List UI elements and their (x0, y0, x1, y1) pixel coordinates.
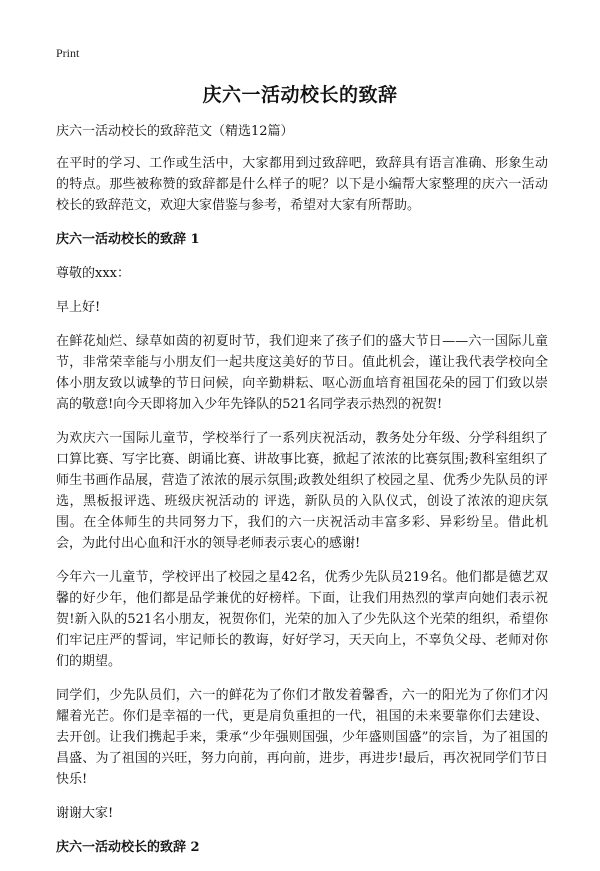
print-label: Print (56, 46, 80, 60)
speech-paragraph-3: 今年六一儿童节，学校评出了校园之星42名，优秀少先队员219名。他们都是德艺双馨的好少年，他们都是品学兼优的好榜样。下面，让我们用热烈的掌声向她们表示祝贺!新入队的521名小朋友，祝贺你们，光荣的加入了少先队这个光荣的组织，希望你们牢记庄严的誓词，牢记师长的教诲，好好学习，天天向上，不辜负父母、老师对你们的期望。 (56, 570, 548, 669)
speech-paragraph-4: 同学们，少先队员们，六一的鲜花为了你们才散发着馨香，六一的阳光为了你们才闪耀着光芒。你们是幸福的一代，更是肩负重担的一代，祖国的未来要靠你们去建设、去开创。让我们携起手来，秉承“少年强则国强，少年盛则国盛”的宗旨，为了祖国的昌盛、为了祖国的兴旺，努力向前，再向前，进步，再进步!最后，再次祝同学们节日快乐! (56, 688, 548, 787)
section-heading-1: 庆六一活动校长的致辞 1 (56, 232, 200, 247)
section-heading-2: 庆六一活动校长的致辞 2 (56, 840, 200, 855)
document-body (56, 121, 548, 871)
intro-paragraph: 在平时的学习、工作或生活中，大家都用到过致辞吧，致辞具有语言准确、形象生动的特点。那些被称赞的致辞都是什么样子的呢？以下是小编帮大家整理的庆六一活动校长的致辞范文，欢迎大家借鉴与参考，希望对大家有所帮助。 (56, 156, 548, 213)
speech-paragraph-2: 为欢庆六一国际儿童节，学校举行了一系列庆祝活动，教务处分年级、分学科组织了口算比赛、写字比赛、朗诵比赛、讲故事比赛，掀起了浓浓的比赛氛围;教科室组织了师生书画作品展，营造了浓浓的展示氛围;政教处组织了校园之星、优秀少先队员的评选，黑板报评选、班级庆祝活动的 评选，新队员的入队仪式，创设了浓浓的迎庆氛围。在全体师生的共同努力下，我们的六一庆祝活动丰富多彩、异彩纷呈。借此机会，为此付出心血和汗水的领导老师表示衷心的感谢! (56, 431, 548, 551)
speech-paragraph-1: 在鲜花灿烂、绿草如茵的初夏时节，我们迎来了孩子们的盛大节日——六一国际儿童节，非常荣幸能与小朋友们一起共度这美好的节日。值此机会，谨让我代表学校向全体小朋友致以诚挚的节日问候，向辛勤耕耘、呕心沥血培育祖国花朵的园丁们致以崇高的敬意!向今天即将加入少年先锋队的521名同学表示热烈的祝贺! (56, 334, 548, 412)
closing-line: 谢谢大家! (56, 806, 114, 821)
greeting: 早上好! (56, 300, 101, 315)
document-subtitle: 庆六一活动校长的致辞范文（精选12篇） (56, 124, 294, 139)
page-title: 庆六一活动校长的致辞 (202, 84, 398, 106)
salutation: 尊敬的xxx： (56, 266, 130, 281)
